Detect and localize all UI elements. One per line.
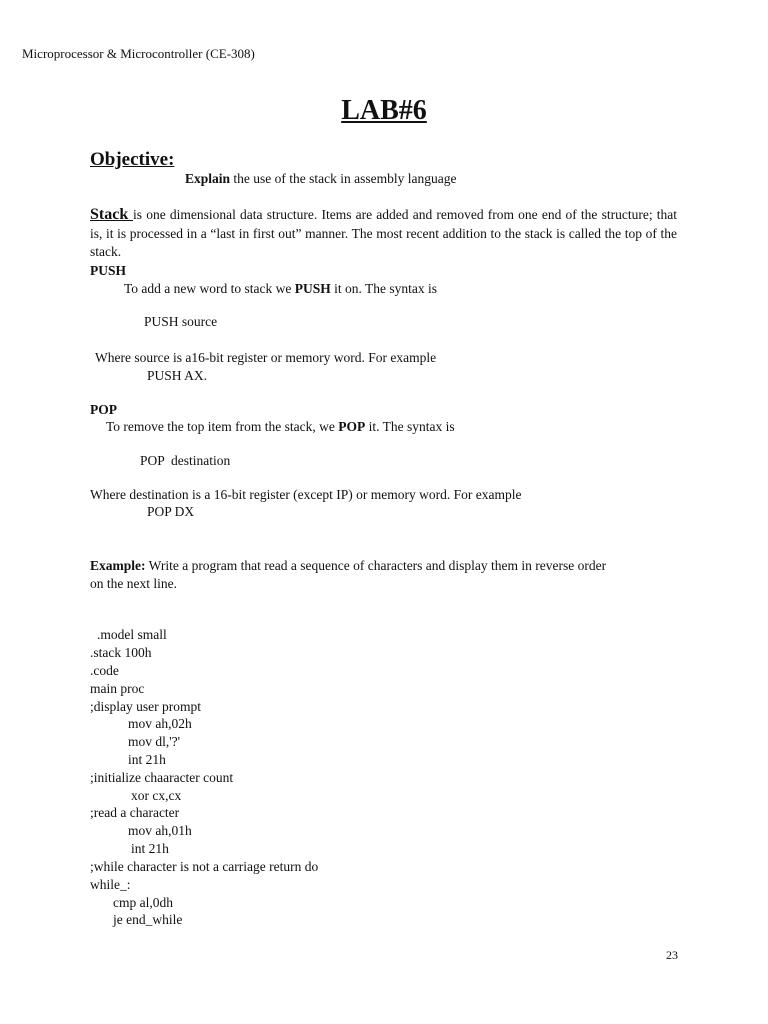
push-desc-bold: PUSH bbox=[294, 281, 331, 296]
code-line: ;read a character bbox=[90, 805, 180, 820]
code-line: ;while character is not a carriage return do bbox=[90, 859, 319, 874]
pop-desc-pre: To remove the top item from the stack, we bbox=[106, 419, 339, 434]
code-line: ;display user prompt bbox=[90, 699, 201, 714]
stack-term: Stack bbox=[90, 206, 134, 223]
pop-heading: POP bbox=[90, 402, 117, 417]
code-line: int 21h bbox=[131, 841, 169, 856]
push-where: Where source is a16-bit register or memory word. For example bbox=[95, 350, 437, 365]
stack-paragraph bbox=[90, 206, 677, 262]
pop-description bbox=[106, 418, 455, 436]
document-header: Microprocessor & Microcontroller (CE-308) bbox=[22, 46, 255, 61]
code-line: .stack 100h bbox=[90, 645, 152, 660]
pop-desc-bold: POP bbox=[338, 419, 366, 434]
example-text-1: Write a program that read a sequence of characters and display them in reverse order bbox=[145, 558, 607, 573]
example-line-2: on the next line. bbox=[90, 576, 177, 591]
push-desc-pre: To add a new word to stack we bbox=[124, 281, 295, 296]
code-line: while_: bbox=[90, 877, 131, 892]
code-line: mov dl,'?' bbox=[128, 734, 181, 749]
objective-bold: Explain bbox=[185, 171, 231, 186]
code-line: cmp al,0dh bbox=[113, 895, 173, 910]
example-line-1 bbox=[90, 557, 606, 575]
code-line: .code bbox=[90, 663, 119, 678]
code-line: int 21h bbox=[128, 752, 166, 767]
code-line: ;initialize chaaracter count bbox=[90, 770, 234, 785]
push-example: PUSH AX. bbox=[147, 368, 208, 383]
code-line: mov ah,02h bbox=[128, 716, 192, 731]
page-number: 23 bbox=[666, 948, 678, 962]
pop-syntax: POP destination bbox=[140, 453, 231, 468]
code-line: mov ah,01h bbox=[128, 823, 192, 838]
objective-rest: the use of the stack in assembly language bbox=[230, 171, 457, 186]
pop-example: POP DX bbox=[147, 504, 195, 519]
lab-title: LAB#6 bbox=[341, 95, 427, 126]
code-line: je end_while bbox=[113, 912, 183, 927]
push-heading: PUSH bbox=[90, 263, 127, 278]
objective-text bbox=[185, 170, 456, 188]
example-label: Example: bbox=[90, 558, 146, 573]
pop-where: Where destination is a 16-bit register (except IP) or memory word. For example bbox=[90, 487, 522, 502]
code-line: main proc bbox=[90, 681, 145, 696]
pop-desc-post: it. The syntax is bbox=[365, 419, 455, 434]
objective-heading: Objective: bbox=[90, 149, 175, 170]
push-description bbox=[124, 280, 437, 298]
code-line: xor cx,cx bbox=[131, 788, 182, 803]
push-syntax: PUSH source bbox=[144, 314, 218, 329]
stack-definition: is one dimensional data structure. Items are added and removed from one end of the structure; that is, it is processed in a “last in first out” manner. The most recent addition to the stack is called the top of the stack. bbox=[90, 207, 677, 259]
push-desc-post: it on. The syntax is bbox=[330, 281, 438, 296]
code-line: .model small bbox=[97, 627, 167, 642]
